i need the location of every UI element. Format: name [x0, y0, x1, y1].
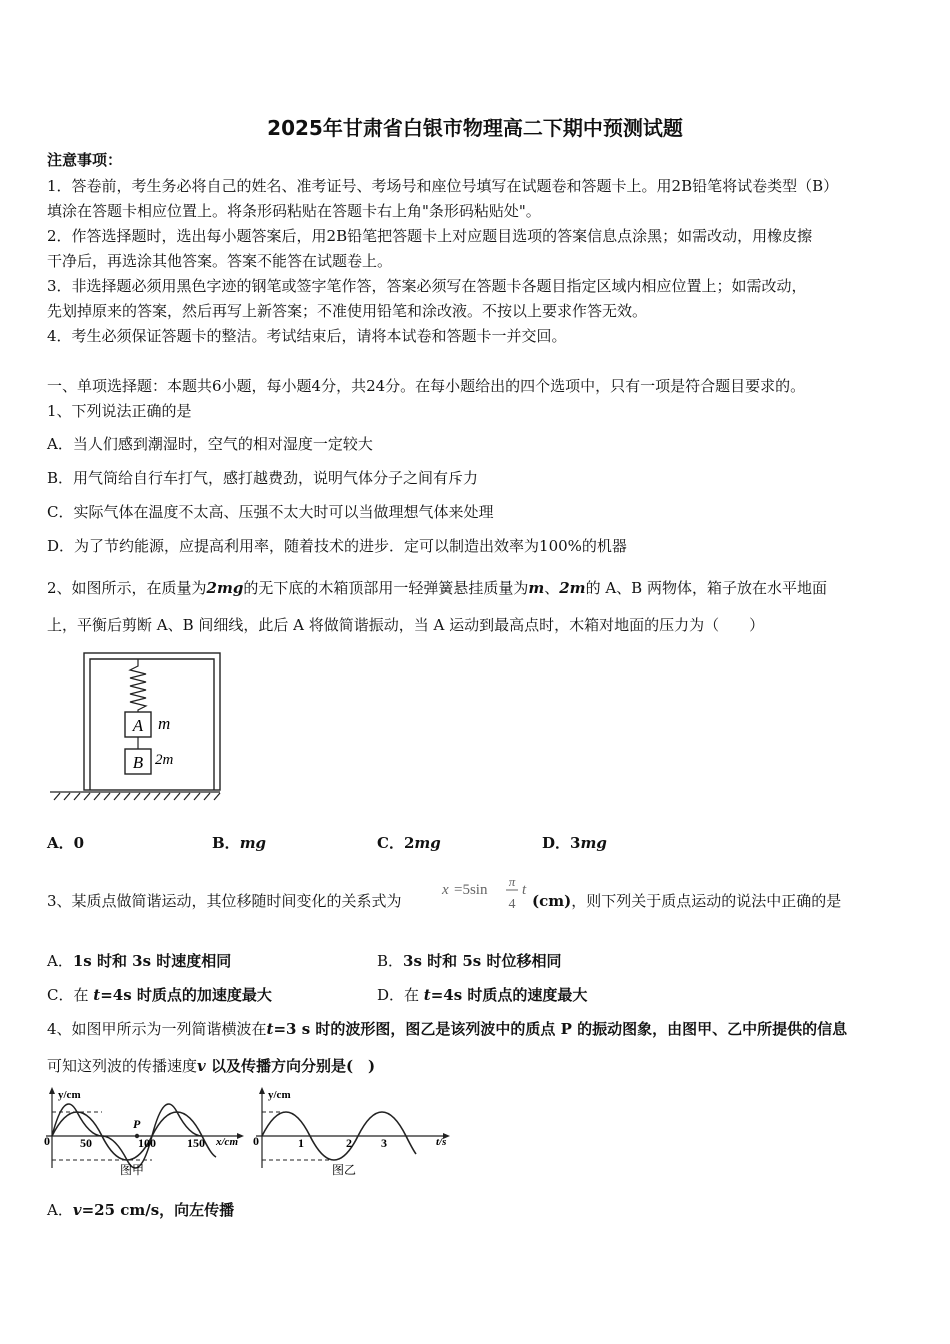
ground: [50, 792, 220, 800]
question-stem-cont: 可知这列波的传播速度v 以及传播方向分别是( ): [47, 1057, 376, 1075]
option-d: D．3mg: [542, 834, 607, 852]
xlabel: x/cm: [216, 1136, 238, 1148]
notice-line: 4．考生必须保证答题卡的整洁。考试结束后，请将本试卷和答题卡一并交回。: [47, 327, 567, 345]
box-spring-figure: [48, 648, 228, 810]
notice-line: 2．作答选择题时，选出每小题答案后，用2B铅笔把答题卡上对应题目选项的答案信息点涂黑；如需改动，用橡皮擦: [47, 227, 813, 245]
option-a: A．当人们感到潮湿时，空气的相对湿度一定较大: [47, 435, 373, 453]
question-stem: 2、如图所示，在质量为2mg的无下底的木箱顶部用一轻弹簧悬挂质量为m、2m的 A、B 两物体，箱子放在水平地面: [47, 579, 827, 597]
block-a-mass: m: [158, 714, 171, 733]
origin-label: 0: [253, 1134, 259, 1148]
formula-numerator: π: [508, 874, 516, 889]
question-stem-cont: 上，平衡后剪断 A、B 间细线，此后 A 将做简谐振动，当 A 运动到最高点时，木箱对地面的压力为（ ）: [47, 616, 765, 634]
tick-label: 3: [381, 1136, 387, 1150]
option-d: D．为了节约能源，应提高利用率，随着技术的进步．定可以制造出效率为100%的机器: [47, 537, 627, 555]
ylabel: y/cm: [58, 1089, 81, 1101]
tick-label: 100: [138, 1136, 156, 1150]
wave-graph-jia: [44, 1087, 244, 1177]
option-b: B．用气筒给自行车打气，感打越费劲，说明气体分子之间有斥力: [47, 469, 479, 487]
notice-line: 干净后，再选涂其他答案。答案不能答在试题卷上。: [47, 252, 393, 270]
notice-line: 3．非选择题必须用黑色字迹的钢笔或签字笔作答，答案必须写在答题卡各题目指定区域内相应位置上；如需改动，: [47, 277, 807, 295]
question-stem: 1、下列说法正确的是: [47, 402, 192, 420]
formula-denominator: 4: [508, 897, 516, 912]
tick-label: 50: [80, 1136, 92, 1150]
page-title: 2025年甘肃省白银市物理高二下期中预测试题: [267, 116, 683, 140]
vibration-graph-yi: [253, 1087, 450, 1177]
option-a: A．1s 时和 3s 时速度相同: [47, 952, 232, 970]
option-b: B．3s 时和 5s 时位移相同: [377, 952, 562, 970]
notice-line: 先划掉原来的答案，然后再写上新答案；不准使用铅笔和涂改液。不按以上要求作答无效。: [47, 302, 648, 320]
notice-line: 填涂在答题卡相应位置上。将条形码粘贴在答题卡右上角"条形码粘贴处"。: [47, 202, 541, 220]
section-heading: 一、单项选择题：本题共6小题，每小题4分，共24分。在每小题给出的四个选项中，只有一项是符合题目要求的。: [47, 377, 806, 395]
origin-label: 0: [44, 1134, 50, 1148]
block-b-mass: 2m: [155, 752, 174, 768]
option-c: C．实际气体在温度不太高、压强不太大时可以当做理想气体来处理: [47, 503, 494, 521]
displacement-formula: [440, 870, 532, 914]
wooden-box: [84, 653, 220, 790]
ylabel: y/cm: [268, 1089, 291, 1101]
question-stem-cont: (cm)，则下列关于质点运动的说法中正确的是: [532, 892, 842, 910]
point-p-label: P: [133, 1117, 141, 1131]
option-d: D．在 t=4s 时质点的速度最大: [377, 986, 588, 1004]
option-c: C．在 t=4s 时质点的加速度最大: [47, 986, 272, 1004]
option-c: C．2mg: [377, 834, 441, 852]
spring: [130, 659, 146, 712]
notice-heading: 注意事项：: [47, 151, 123, 169]
question-stem: 3、某质点做简谐运动，其位移随时间变化的关系式为: [47, 892, 402, 910]
tick-label: 1: [298, 1136, 304, 1150]
tick-label: 2: [346, 1136, 352, 1150]
figure-caption: 图乙: [332, 1163, 357, 1177]
figure-caption: 图甲: [120, 1163, 145, 1177]
option-a: A．0: [47, 834, 85, 852]
notice-line: 1．答卷前，考生务必将自己的姓名、准考证号、考场号和座位号填写在试题卷和答题卡上。用2B铅笔将试卷类型（B）: [47, 177, 839, 195]
block-a-label: A: [132, 716, 144, 735]
formula-eq: =5sin: [454, 882, 488, 898]
formula-x: x: [442, 882, 449, 898]
block-b-label: B: [132, 753, 144, 772]
option-a: A．v=25 cm/s，向左传播: [47, 1201, 235, 1219]
question-stem: 4、如图甲所示为一列简谐横波在t=3 s 时的波形图，图乙是该列波中的质点 P 的振动图象，由图甲、乙中所提供的信息: [47, 1020, 848, 1038]
option-b: B．mg: [212, 834, 267, 852]
formula-t: t: [522, 882, 527, 898]
tick-label: 150: [187, 1136, 205, 1150]
xlabel: t/s: [436, 1136, 447, 1148]
wave-figures: [40, 1083, 460, 1183]
